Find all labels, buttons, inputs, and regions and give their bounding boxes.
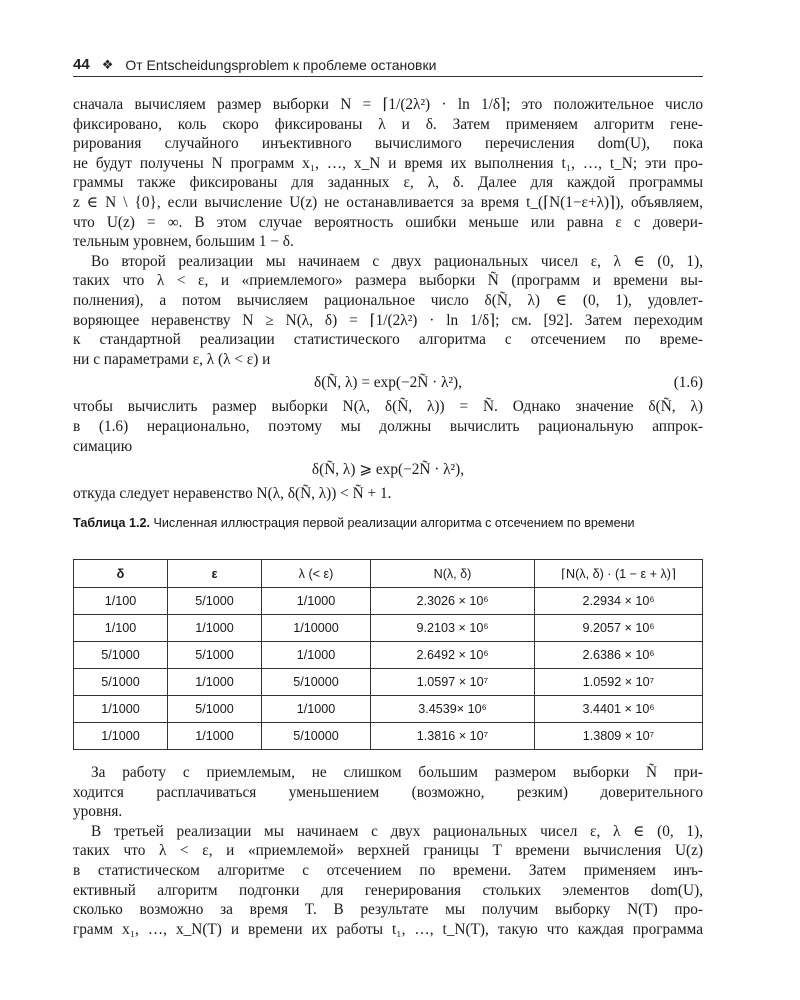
equation-approx xyxy=(73,458,703,482)
chapter-title: От Entscheidungsproblem к проблеме остановки xyxy=(125,56,437,73)
body-text-bottom xyxy=(73,763,703,939)
text-line: в (1.6) нерационально, поэтому мы должны вычислить рациональную аппрок- xyxy=(73,417,703,435)
text-line: чтобы вычислить размер выборки N(λ, δ(Ñ, λ)) = Ñ. Однако значение δ(Ñ, λ) xyxy=(73,398,703,416)
page-number: 44 xyxy=(73,56,90,73)
text-line: В третьей реализации мы начинаем с двух рациональных чисел ε, λ ∈ (0, 1), xyxy=(91,822,703,840)
text-line: z ∈ N \ {0}, если вычисление U(z) не останавливается за время t_(⌈N(1−ε+λ)⌉), объявляем, xyxy=(73,193,703,211)
data-table xyxy=(73,559,703,750)
column-header: δ xyxy=(74,560,168,588)
table-cell: 5/1000 xyxy=(74,669,168,696)
table-cell: 2.6492 × 10⁶ xyxy=(371,642,535,669)
text-line: уровня. xyxy=(73,803,123,821)
table-row xyxy=(74,642,703,669)
table-row xyxy=(74,588,703,615)
table-cell: 9.2103 × 10⁶ xyxy=(371,615,535,642)
table-cell: 1/1000 xyxy=(168,669,262,696)
text-line: ективный алгоритм подгонки для генерирования стольких элементов dom(U), xyxy=(73,881,703,899)
paragraph-4 xyxy=(73,484,703,504)
table-cell: 5/1000 xyxy=(168,642,262,669)
text-line: фиксировано, коль скоро фиксированы λ и δ. Затем применяем алгоритм гене- xyxy=(73,115,703,133)
text-line: к стандартной реализации статистического алгоритма с отсечением по време- xyxy=(73,331,703,349)
table-caption xyxy=(73,515,703,532)
text-line: что U(z) = ∞. В этом случае вероятность ошибки меньше или равна ε с довери- xyxy=(73,213,703,231)
table-cell: 1/1000 xyxy=(168,723,262,750)
table-row xyxy=(74,669,703,696)
table-cell: 5/10000 xyxy=(262,723,371,750)
column-header: λ (< ε) xyxy=(262,560,371,588)
table-cell: 1/10000 xyxy=(262,615,371,642)
table-cell: 1.0592 × 10⁷ xyxy=(535,669,703,696)
table-cell: 5/10000 xyxy=(262,669,371,696)
table-cell: 3.4539× 10⁶ xyxy=(371,696,535,723)
equation-expression: δ(Ñ, λ) ⩾ exp(−2Ñ · λ²), xyxy=(311,461,465,479)
table-caption-label: Таблица 1.2. xyxy=(73,516,150,530)
paragraph-3 xyxy=(73,397,703,456)
text-line: ни с параметрами ε, λ (λ < ε) и xyxy=(73,350,271,368)
equation-expression: δ(Ñ, λ) = exp(−2Ñ · λ²), xyxy=(314,374,462,392)
table-row xyxy=(74,615,703,642)
table-cell: 1.3816 × 10⁷ xyxy=(371,723,535,750)
paragraph-1 xyxy=(73,95,703,252)
text-line: грамм x₁, …, x_N(T) и времени их работы t₁, …, t_N(T), такую что каждая программа xyxy=(73,920,703,938)
table-row xyxy=(74,723,703,750)
paragraph-2 xyxy=(73,252,703,370)
table-cell: 5/1000 xyxy=(168,588,262,615)
paragraph-5 xyxy=(73,763,703,822)
text-line: воряющее неравенству N ≥ N(λ, δ) = ⌈1/(2λ²) · ln 1/δ⌉; см. [92]. Затем переходим xyxy=(73,311,703,329)
column-header: ε xyxy=(168,560,262,588)
text-line: ходится расплачиваться уменьшением (возможно, резким) доверительного xyxy=(73,783,703,801)
text-line: рирования случайного инъективного вычислимого перечисления dom(U), пока xyxy=(73,135,703,153)
text-line: в статистическом алгоритме с отсечением по времени. Затем применяем инъ- xyxy=(73,861,703,879)
text-line: откуда следует неравенство N(λ, δ(Ñ, λ)) < Ñ + 1. xyxy=(73,485,392,503)
running-header xyxy=(73,56,703,73)
equation-1-6 xyxy=(73,371,703,395)
table-cell: 1/100 xyxy=(74,588,168,615)
table-cell: 1.3809 × 10⁷ xyxy=(535,723,703,750)
text-line: таких что λ < ε, и «приемлемой» верхней границы T времени вычисления U(z) xyxy=(73,842,703,860)
text-line: сначала вычисляем размер выборки N = ⌈1/(2λ²) · ln 1/δ⌉; это положительное число xyxy=(73,96,703,113)
table-cell: 1/1000 xyxy=(168,615,262,642)
table-cell: 9.2057 × 10⁶ xyxy=(535,615,703,642)
table-cell: 2.3026 × 10⁶ xyxy=(371,588,535,615)
body-text-top xyxy=(73,95,703,504)
table-cell: 1/1000 xyxy=(262,642,371,669)
table-cell: 1/100 xyxy=(74,615,168,642)
column-header: ⌈N(λ, δ) · (1 − ε + λ)⌉ xyxy=(535,560,703,588)
header-rule xyxy=(73,76,703,77)
table-cell: 1.0597 × 10⁷ xyxy=(371,669,535,696)
text-line: не будут получены N программ x₁, …, x_N и время их выполнения t₁, …, t_N; эти про- xyxy=(73,154,703,172)
table-header-row xyxy=(74,560,703,588)
table-cell: 1/1000 xyxy=(74,696,168,723)
text-line: За работу с приемлемым, не слишком большим размером выборки Ñ при- xyxy=(91,764,703,781)
ornament-icon: ❖ xyxy=(101,56,114,72)
text-line: полнения), а потом вычисляем рациональное число δ(Ñ, λ) ∈ (0, 1), удовлет- xyxy=(73,291,703,309)
equation-number: (1.6) xyxy=(673,374,703,392)
text-line: тельным уровнем, большим 1 − δ. xyxy=(73,233,294,251)
text-line: сколько возможно за время T. В результате мы получим выборку N(T) про- xyxy=(73,901,703,919)
text-line: граммы также фиксированы для заданных ε, λ, δ. Далее для каждой программы xyxy=(73,174,703,192)
table-cell: 2.2934 × 10⁶ xyxy=(535,588,703,615)
table-cell: 5/1000 xyxy=(74,642,168,669)
table-cell: 5/1000 xyxy=(168,696,262,723)
table-cell: 2.6386 × 10⁶ xyxy=(535,642,703,669)
table-caption-text: Численная иллюстрация первой реализации алгоритма с отсечением по времени xyxy=(150,516,635,530)
text-line: Во второй реализации мы начинаем с двух рациональных чисел ε, λ ∈ (0, 1), xyxy=(91,252,703,270)
table-cell: 1/1000 xyxy=(262,588,371,615)
text-line: симацию xyxy=(73,437,133,455)
table-cell: 1/1000 xyxy=(74,723,168,750)
table-cell: 3.4401 × 10⁶ xyxy=(535,696,703,723)
paragraph-6 xyxy=(73,822,703,940)
table-row xyxy=(74,696,703,723)
column-header: N(λ, δ) xyxy=(371,560,535,588)
table-cell: 1/1000 xyxy=(262,696,371,723)
text-line: таких что λ < ε, и «приемлемого» размера выборки Ñ (программ и времени вы- xyxy=(73,272,703,290)
